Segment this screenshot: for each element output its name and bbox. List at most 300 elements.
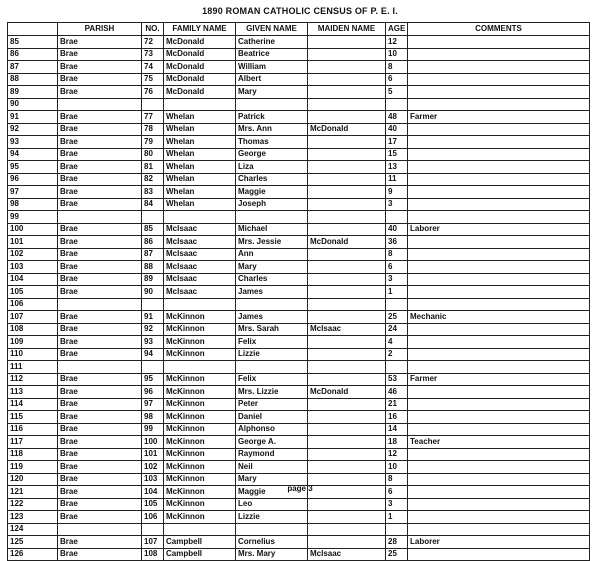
cell-number: 72 (142, 36, 164, 49)
cell-age (386, 298, 408, 311)
table-row (8, 536, 590, 549)
table-row (8, 36, 590, 49)
cell-given-name: James (236, 311, 308, 324)
cell-maiden-name (308, 273, 386, 286)
cell-given-name: Raymond (236, 448, 308, 461)
cell-parish: Brae (58, 198, 142, 211)
cell-age: 2 (386, 348, 408, 361)
cell-parish: Brae (58, 448, 142, 461)
cell-number: 77 (142, 111, 164, 124)
cell-parish: Brae (58, 161, 142, 174)
cell-number: 91 (142, 311, 164, 324)
cell-parish: Brae (58, 386, 142, 399)
cell-given-name (236, 98, 308, 111)
table-row (8, 98, 590, 111)
cell-comments (408, 448, 590, 461)
table-row (8, 498, 590, 511)
cell-parish (58, 98, 142, 111)
cell-age (386, 523, 408, 536)
cell-age: 12 (386, 36, 408, 49)
cell-age: 4 (386, 336, 408, 349)
column-header-row-number (8, 23, 58, 36)
cell-number: 100 (142, 436, 164, 449)
cell-family-name (164, 298, 236, 311)
cell-parish: Brae (58, 348, 142, 361)
cell-maiden-name: McDonald (308, 386, 386, 399)
cell-row-number: 109 (8, 336, 58, 349)
cell-age: 9 (386, 186, 408, 199)
table-row (8, 361, 590, 374)
cell-given-name: Liza (236, 161, 308, 174)
cell-number: 102 (142, 461, 164, 474)
table-row (8, 311, 590, 324)
cell-row-number: 111 (8, 361, 58, 374)
cell-maiden-name (308, 148, 386, 161)
cell-maiden-name (308, 186, 386, 199)
cell-parish: Brae (58, 223, 142, 236)
cell-number (142, 298, 164, 311)
table-row (8, 386, 590, 399)
cell-age: 24 (386, 323, 408, 336)
cell-row-number: 103 (8, 261, 58, 274)
cell-age: 5 (386, 86, 408, 99)
cell-comments (408, 348, 590, 361)
cell-age: 3 (386, 498, 408, 511)
cell-maiden-name (308, 111, 386, 124)
cell-family-name: McKinnon (164, 386, 236, 399)
table-row (8, 86, 590, 99)
cell-maiden-name (308, 198, 386, 211)
cell-row-number: 118 (8, 448, 58, 461)
cell-comments (408, 386, 590, 399)
cell-maiden-name (308, 48, 386, 61)
cell-row-number: 94 (8, 148, 58, 161)
cell-given-name: Charles (236, 273, 308, 286)
cell-parish: Brae (58, 261, 142, 274)
cell-row-number: 120 (8, 473, 58, 486)
census-table (7, 22, 590, 561)
cell-parish (58, 523, 142, 536)
cell-age: 25 (386, 311, 408, 324)
cell-parish: Brae (58, 536, 142, 549)
table-row (8, 123, 590, 136)
table-row (8, 61, 590, 74)
cell-comments: Farmer (408, 111, 590, 124)
cell-given-name: Peter (236, 398, 308, 411)
cell-family-name: McDonald (164, 86, 236, 99)
table-row (8, 211, 590, 224)
cell-comments (408, 36, 590, 49)
cell-row-number: 96 (8, 173, 58, 186)
cell-row-number: 97 (8, 186, 58, 199)
cell-row-number: 108 (8, 323, 58, 336)
cell-maiden-name: McDonald (308, 236, 386, 249)
cell-given-name: Lizzie (236, 511, 308, 524)
cell-age: 3 (386, 198, 408, 211)
cell-age: 25 (386, 548, 408, 561)
cell-family-name: McKinnon (164, 336, 236, 349)
cell-age: 12 (386, 448, 408, 461)
table-row (8, 248, 590, 261)
cell-number: 101 (142, 448, 164, 461)
cell-family-name: Whelan (164, 198, 236, 211)
table-body (8, 36, 590, 561)
cell-family-name: McKinnon (164, 436, 236, 449)
cell-family-name: McKinnon (164, 311, 236, 324)
cell-row-number: 115 (8, 411, 58, 424)
cell-row-number: 110 (8, 348, 58, 361)
cell-given-name (236, 523, 308, 536)
cell-family-name: McKinnon (164, 486, 236, 499)
cell-number: 97 (142, 398, 164, 411)
cell-given-name: Daniel (236, 411, 308, 424)
cell-given-name: Mrs. Mary (236, 548, 308, 561)
cell-age: 6 (386, 261, 408, 274)
cell-family-name: McKinnon (164, 373, 236, 386)
column-header-parish: PARISH (58, 23, 142, 36)
cell-age: 6 (386, 73, 408, 86)
cell-comments: Laborer (408, 536, 590, 549)
cell-number: 105 (142, 498, 164, 511)
table-row (8, 448, 590, 461)
cell-number: 81 (142, 161, 164, 174)
cell-number: 78 (142, 123, 164, 136)
cell-family-name (164, 523, 236, 536)
cell-comments (408, 548, 590, 561)
cell-row-number: 93 (8, 136, 58, 149)
table-header (8, 23, 590, 36)
cell-family-name: McKinnon (164, 511, 236, 524)
cell-parish: Brae (58, 36, 142, 49)
cell-row-number: 92 (8, 123, 58, 136)
cell-maiden-name (308, 161, 386, 174)
cell-maiden-name (308, 211, 386, 224)
cell-comments (408, 211, 590, 224)
cell-given-name: Mary (236, 261, 308, 274)
cell-comments (408, 523, 590, 536)
cell-maiden-name (308, 261, 386, 274)
cell-comments (408, 86, 590, 99)
cell-number: 80 (142, 148, 164, 161)
cell-comments (408, 423, 590, 436)
cell-row-number: 101 (8, 236, 58, 249)
table-row (8, 286, 590, 299)
cell-given-name: Lizzie (236, 348, 308, 361)
cell-comments (408, 136, 590, 149)
cell-row-number: 86 (8, 48, 58, 61)
cell-maiden-name (308, 173, 386, 186)
cell-maiden-name (308, 373, 386, 386)
cell-row-number: 87 (8, 61, 58, 74)
cell-row-number: 123 (8, 511, 58, 524)
cell-parish (58, 211, 142, 224)
cell-family-name: Campbell (164, 548, 236, 561)
cell-parish: Brae (58, 273, 142, 286)
table-row (8, 161, 590, 174)
cell-comments (408, 48, 590, 61)
cell-age: 21 (386, 398, 408, 411)
cell-age: 10 (386, 461, 408, 474)
cell-row-number: 107 (8, 311, 58, 324)
cell-parish: Brae (58, 423, 142, 436)
cell-maiden-name (308, 461, 386, 474)
cell-maiden-name (308, 298, 386, 311)
cell-row-number: 116 (8, 423, 58, 436)
cell-age: 15 (386, 148, 408, 161)
cell-row-number: 89 (8, 86, 58, 99)
cell-parish: Brae (58, 248, 142, 261)
cell-number: 96 (142, 386, 164, 399)
cell-age: 40 (386, 223, 408, 236)
table-row (8, 136, 590, 149)
cell-age: 3 (386, 273, 408, 286)
cell-comments (408, 323, 590, 336)
cell-family-name: Campbell (164, 536, 236, 549)
cell-family-name: McDonald (164, 73, 236, 86)
cell-given-name: William (236, 61, 308, 74)
cell-comments (408, 236, 590, 249)
cell-parish (58, 298, 142, 311)
table-row (8, 73, 590, 86)
cell-given-name: Alphonso (236, 423, 308, 436)
cell-number: 83 (142, 186, 164, 199)
cell-row-number: 122 (8, 498, 58, 511)
cell-parish: Brae (58, 323, 142, 336)
table-row (8, 148, 590, 161)
cell-number (142, 523, 164, 536)
table-row (8, 461, 590, 474)
cell-given-name: Mrs. Lizzie (236, 386, 308, 399)
cell-row-number: 121 (8, 486, 58, 499)
cell-number: 108 (142, 548, 164, 561)
cell-family-name: McIsaac (164, 273, 236, 286)
cell-family-name: Whelan (164, 173, 236, 186)
cell-parish: Brae (58, 148, 142, 161)
table-row (8, 173, 590, 186)
table-row (8, 48, 590, 61)
cell-row-number: 85 (8, 36, 58, 49)
cell-parish: Brae (58, 186, 142, 199)
cell-family-name: McIsaac (164, 236, 236, 249)
cell-family-name: McKinnon (164, 461, 236, 474)
cell-maiden-name (308, 61, 386, 74)
cell-family-name: McDonald (164, 48, 236, 61)
cell-number: 103 (142, 473, 164, 486)
cell-age: 28 (386, 536, 408, 549)
cell-given-name: George (236, 148, 308, 161)
cell-age: 11 (386, 173, 408, 186)
cell-given-name: Charles (236, 173, 308, 186)
cell-age: 8 (386, 473, 408, 486)
cell-comments (408, 73, 590, 86)
cell-maiden-name: McIsaac (308, 548, 386, 561)
cell-maiden-name (308, 436, 386, 449)
cell-parish: Brae (58, 498, 142, 511)
cell-maiden-name: McDonald (308, 123, 386, 136)
table-row (8, 323, 590, 336)
cell-family-name: McKinnon (164, 498, 236, 511)
cell-family-name: McIsaac (164, 261, 236, 274)
cell-family-name: Whelan (164, 148, 236, 161)
cell-number: 88 (142, 261, 164, 274)
cell-comments (408, 361, 590, 374)
cell-maiden-name (308, 398, 386, 411)
table-row (8, 511, 590, 524)
cell-maiden-name (308, 511, 386, 524)
cell-comments (408, 398, 590, 411)
cell-number: 79 (142, 136, 164, 149)
cell-given-name: Patrick (236, 111, 308, 124)
cell-age: 18 (386, 436, 408, 449)
cell-number: 94 (142, 348, 164, 361)
cell-age: 8 (386, 248, 408, 261)
cell-age: 1 (386, 286, 408, 299)
table-row (8, 261, 590, 274)
cell-parish: Brae (58, 61, 142, 74)
cell-family-name: McIsaac (164, 248, 236, 261)
page-number: page 3 (287, 484, 313, 493)
cell-comments (408, 298, 590, 311)
cell-number: 85 (142, 223, 164, 236)
cell-maiden-name (308, 348, 386, 361)
cell-age: 1 (386, 511, 408, 524)
cell-age (386, 361, 408, 374)
cell-given-name: Felix (236, 336, 308, 349)
cell-given-name: Mary (236, 473, 308, 486)
cell-age: 36 (386, 236, 408, 249)
cell-comments (408, 336, 590, 349)
cell-maiden-name (308, 36, 386, 49)
cell-comments: Teacher (408, 436, 590, 449)
cell-comments: Farmer (408, 373, 590, 386)
cell-number: 99 (142, 423, 164, 436)
cell-maiden-name (308, 423, 386, 436)
cell-age: 16 (386, 411, 408, 424)
cell-family-name: Whelan (164, 161, 236, 174)
cell-row-number: 119 (8, 461, 58, 474)
cell-comments (408, 123, 590, 136)
cell-age: 10 (386, 48, 408, 61)
cell-comments: Mechanic (408, 311, 590, 324)
cell-parish: Brae (58, 173, 142, 186)
cell-family-name (164, 211, 236, 224)
cell-parish: Brae (58, 86, 142, 99)
cell-row-number: 100 (8, 223, 58, 236)
cell-parish: Brae (58, 373, 142, 386)
cell-given-name: Mrs. Ann (236, 123, 308, 136)
cell-parish (58, 361, 142, 374)
cell-comments (408, 286, 590, 299)
column-header-number: NO. (142, 23, 164, 36)
cell-given-name (236, 361, 308, 374)
cell-family-name: McKinnon (164, 348, 236, 361)
cell-comments (408, 173, 590, 186)
table-row (8, 373, 590, 386)
cell-family-name (164, 361, 236, 374)
table-row (8, 223, 590, 236)
cell-family-name: McKinnon (164, 473, 236, 486)
cell-comments (408, 461, 590, 474)
cell-comments (408, 511, 590, 524)
cell-comments (408, 498, 590, 511)
cell-comments (408, 198, 590, 211)
cell-parish: Brae (58, 48, 142, 61)
cell-maiden-name (308, 73, 386, 86)
cell-number (142, 211, 164, 224)
cell-row-number: 125 (8, 536, 58, 549)
cell-parish: Brae (58, 398, 142, 411)
cell-given-name: Mary (236, 86, 308, 99)
table-row (8, 548, 590, 561)
column-header-comments: COMMENTS (408, 23, 590, 36)
cell-parish: Brae (58, 436, 142, 449)
cell-number: 93 (142, 336, 164, 349)
header-row (8, 23, 590, 36)
cell-row-number: 99 (8, 211, 58, 224)
cell-parish: Brae (58, 286, 142, 299)
cell-row-number: 112 (8, 373, 58, 386)
cell-maiden-name (308, 98, 386, 111)
cell-given-name: Catherine (236, 36, 308, 49)
cell-given-name: George A. (236, 436, 308, 449)
cell-given-name: James (236, 286, 308, 299)
cell-number: 92 (142, 323, 164, 336)
cell-parish: Brae (58, 123, 142, 136)
cell-parish: Brae (58, 236, 142, 249)
table-row (8, 411, 590, 424)
cell-row-number: 126 (8, 548, 58, 561)
cell-maiden-name (308, 86, 386, 99)
cell-family-name: McIsaac (164, 223, 236, 236)
cell-number: 87 (142, 248, 164, 261)
cell-parish: Brae (58, 73, 142, 86)
cell-given-name: Maggie (236, 186, 308, 199)
cell-family-name: McKinnon (164, 423, 236, 436)
cell-number: 74 (142, 61, 164, 74)
cell-parish: Brae (58, 136, 142, 149)
cell-row-number: 113 (8, 386, 58, 399)
cell-number: 86 (142, 236, 164, 249)
table-row (8, 198, 590, 211)
cell-age (386, 211, 408, 224)
cell-family-name: McDonald (164, 36, 236, 49)
cell-parish: Brae (58, 486, 142, 499)
cell-comments (408, 148, 590, 161)
cell-family-name: Whelan (164, 136, 236, 149)
cell-comments (408, 161, 590, 174)
cell-maiden-name (308, 286, 386, 299)
cell-row-number: 90 (8, 98, 58, 111)
cell-given-name: Beatrice (236, 48, 308, 61)
cell-given-name: Albert (236, 73, 308, 86)
cell-given-name: Joseph (236, 198, 308, 211)
cell-number: 95 (142, 373, 164, 386)
cell-maiden-name: McIsaac (308, 323, 386, 336)
cell-row-number: 88 (8, 73, 58, 86)
cell-number: 104 (142, 486, 164, 499)
cell-given-name (236, 298, 308, 311)
cell-maiden-name (308, 248, 386, 261)
cell-parish: Brae (58, 548, 142, 561)
cell-parish: Brae (58, 461, 142, 474)
cell-given-name: Maggie (236, 486, 308, 499)
cell-number: 75 (142, 73, 164, 86)
cell-given-name: Neil (236, 461, 308, 474)
cell-age: 40 (386, 123, 408, 136)
cell-number: 90 (142, 286, 164, 299)
cell-row-number: 114 (8, 398, 58, 411)
cell-comments (408, 186, 590, 199)
